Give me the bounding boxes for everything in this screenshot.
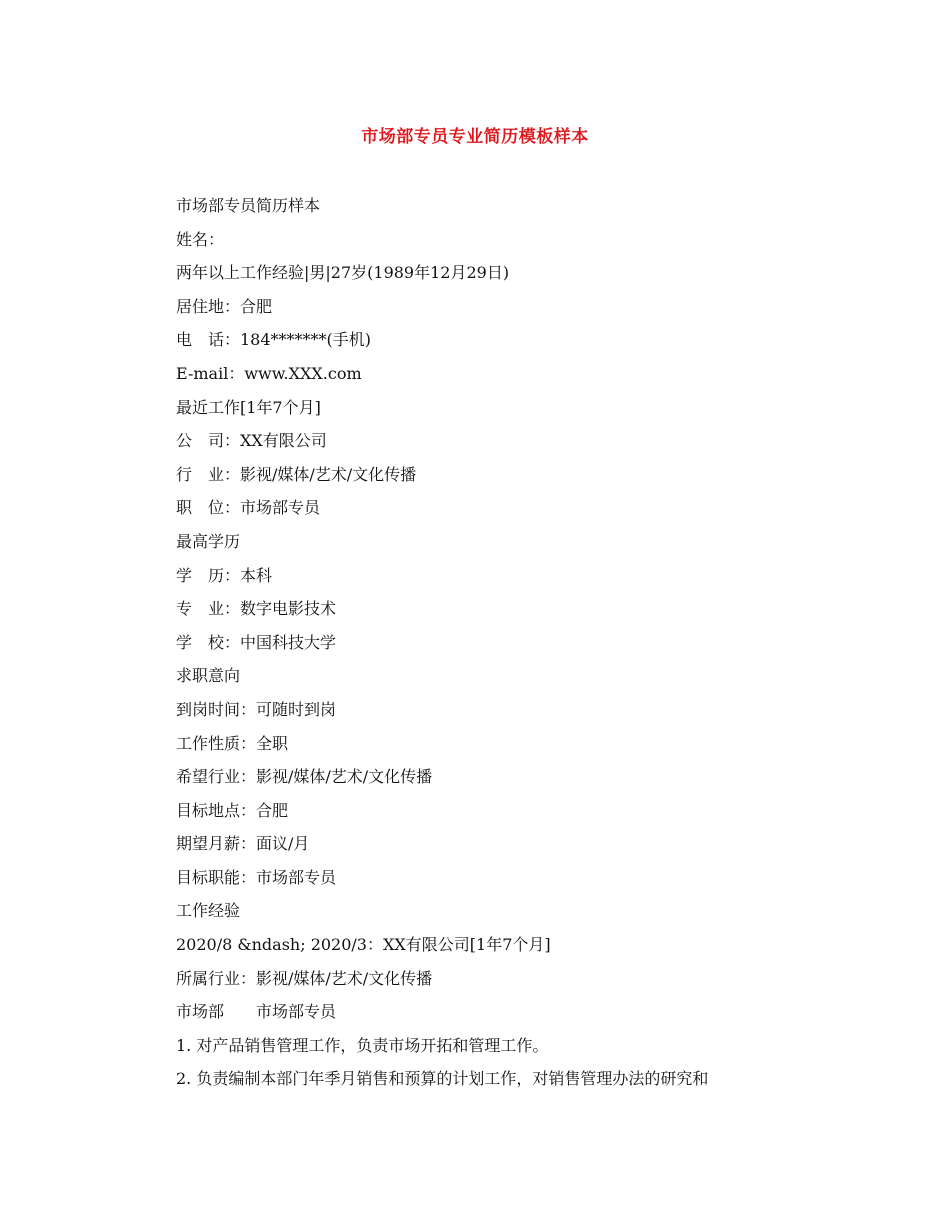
text-line: 行 业：影视/媒体/艺术/文化传播 xyxy=(176,464,417,484)
text-line: 居住地：合肥 xyxy=(176,296,273,316)
text-line: 工作性质：全职 xyxy=(176,733,289,753)
text-line: 最近工作[1年7个月] xyxy=(176,397,321,417)
text-line: 市场部 市场部专员 xyxy=(176,1002,337,1022)
text-line: 求职意向 xyxy=(176,666,241,686)
text-line: 2. 负责编制本部门年季月销售和预算的计划工作，对销售管理办法的研究和 xyxy=(176,1069,709,1089)
text-line: 市场部专员简历样本 xyxy=(176,196,321,215)
text-line: 两年以上工作经验|男|27岁(1989年12月29日) xyxy=(176,263,510,283)
text-line: 学 校：中国科技大学 xyxy=(176,632,337,652)
text-line: 电 话：184*******(手机) xyxy=(176,330,372,350)
document-title: 市场部专员专业简历模板样本 xyxy=(361,127,589,147)
document-body xyxy=(176,192,836,1099)
text-line: 到岗时间：可随时到岗 xyxy=(176,699,337,719)
text-line: 目标职能：市场部专员 xyxy=(176,867,337,887)
text-line: 最高学历 xyxy=(176,531,241,551)
text-line: 公 司：XX有限公司 xyxy=(176,431,327,451)
text-line: 2020/8 &ndash; 2020/3：XX有限公司[1年7个月] xyxy=(176,935,551,955)
text-line: E-mail：www.XXX.com xyxy=(176,363,362,383)
text-line: 专 业：数字电影技术 xyxy=(176,599,337,619)
text-line: 目标地点：合肥 xyxy=(176,800,289,820)
text-line: 所属行业：影视/媒体/艺术/文化传播 xyxy=(176,968,433,988)
text-line: 学 历：本科 xyxy=(176,565,273,585)
text-line: 姓名： xyxy=(176,229,225,249)
text-line: 工作经验 xyxy=(176,901,241,921)
text-line: 1. 对产品销售管理工作，负责市场开拓和管理工作。 xyxy=(176,1035,549,1055)
text-line: 期望月薪：面议/月 xyxy=(176,834,310,854)
text-line: 职 位：市场部专员 xyxy=(176,498,321,518)
text-line: 希望行业：影视/媒体/艺术/文化传播 xyxy=(176,767,433,787)
